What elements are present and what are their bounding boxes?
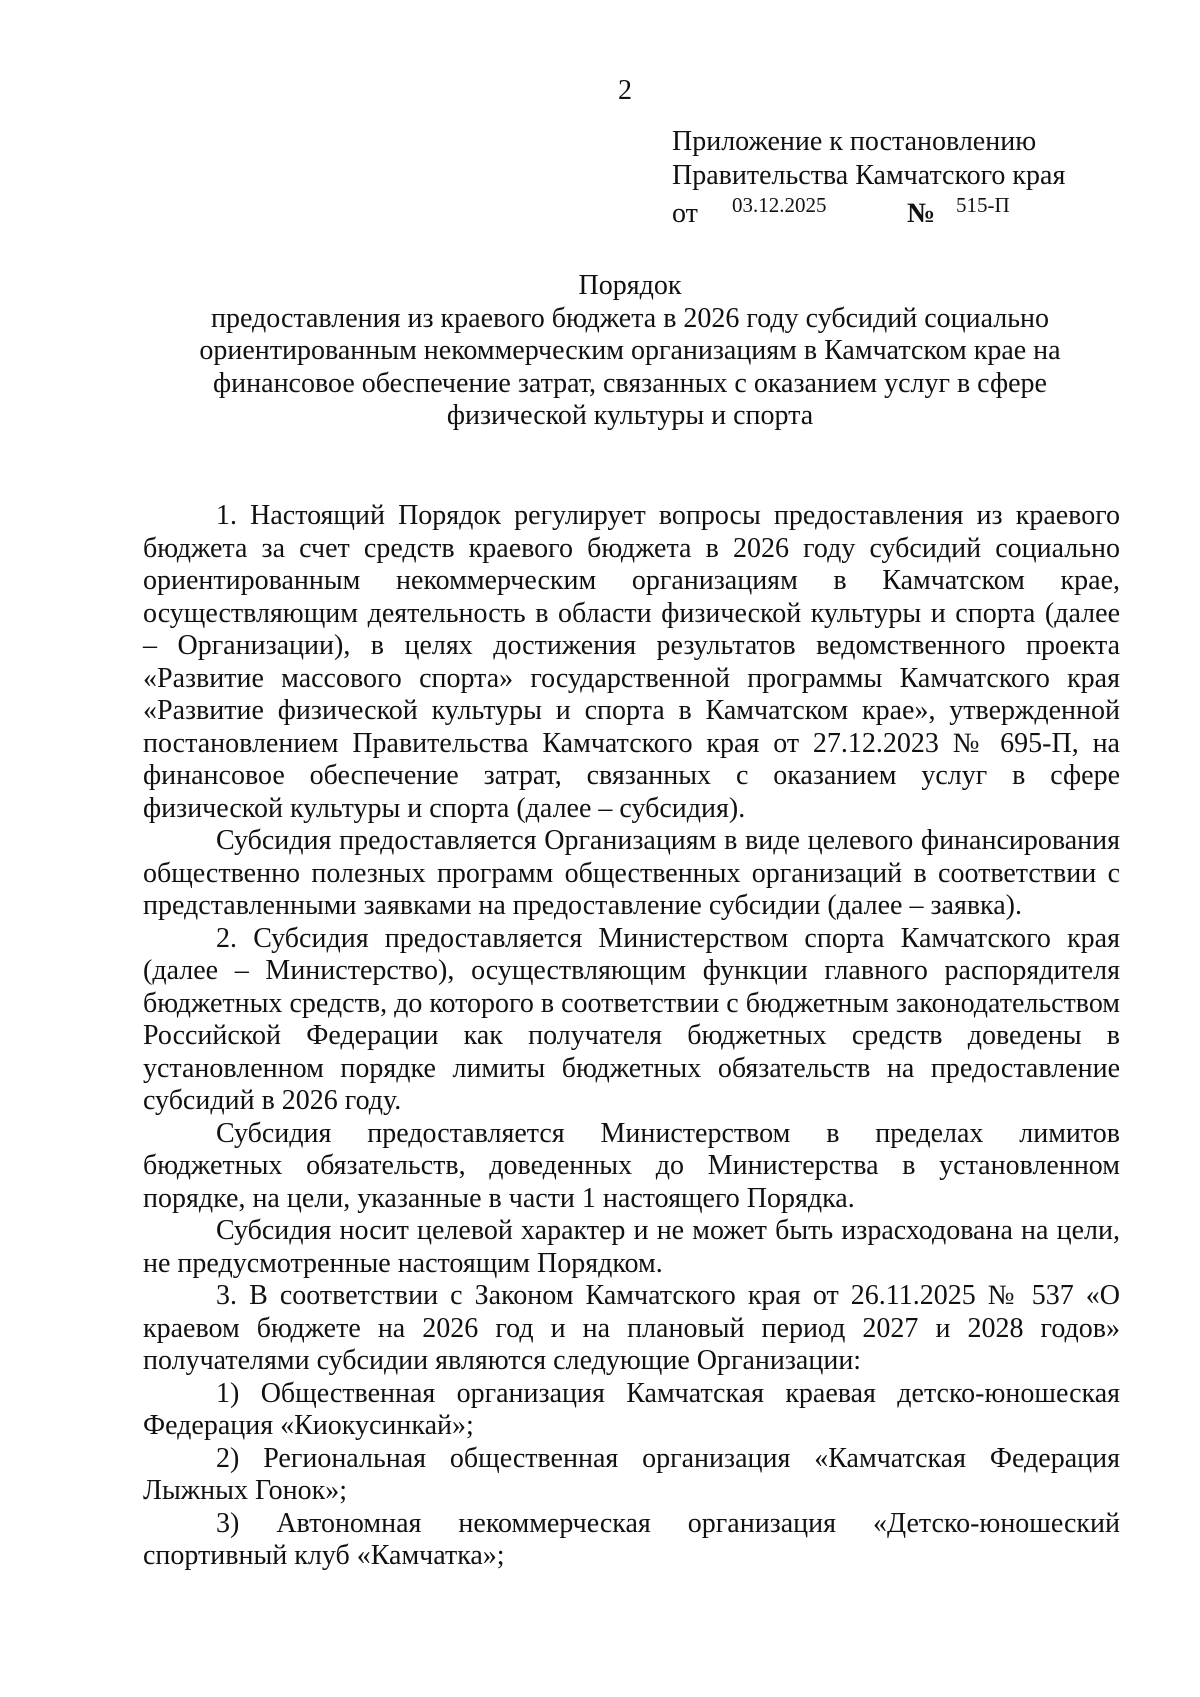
appendix-line-2: Правительства Камчатского края xyxy=(672,160,1066,191)
list-item: 2) Региональная общественная организация «Камчатская Федерация Лыжных Гонок»; xyxy=(143,1442,1120,1506)
appendix-header xyxy=(672,125,1112,227)
document-title xyxy=(150,270,1110,433)
page-number: 2 xyxy=(618,75,632,106)
title-heading: Порядок xyxy=(578,270,682,301)
paragraph: 1. Настоящий Порядок регулирует вопросы предоставления из краевого бюджета за счет средств краевого бюджета в 2026 году субсидий социально ориентированным некоммерческим организациям в Камчатском крае, осуществляющим деятельность в области физической культуры и спорта (далее – Организации), в целях достижения результатов ведомственного проекта «Развитие массового спорта» государственной программы Камчатского края «Развитие физической культуры и спорта в Камчатском крае», утвержденной постановлением Правительства Камчатского края от 27.12.2023 № 695-П, на финансовое обеспечение затрат, связанных с оказанием услуг в сфере физической культуры и спорта (далее – субсидия). xyxy=(143,500,1120,824)
paragraph: Субсидия предоставляется Министерством в пределах лимитов бюджетных обязательств, доведенных до Министерства в установленном порядке, на цели, указанные в части 1 настоящего Порядка. xyxy=(143,1117,1120,1214)
from-label: от xyxy=(672,198,698,229)
paragraph: 3. В соответствии с Законом Камчатского края от 26.11.2025 № 537 «О краевом бюджете на 2026 год и на плановый период 2027 и 2028 годов» получателями субсидии являются следующие Организации: xyxy=(143,1280,1120,1376)
document-body xyxy=(143,500,1120,1573)
paragraph: Субсидия предоставляется Организациям в виде целевого финансирования общественно полезных программ общественных организаций в соответствии с представленными заявками на предоставление субсидии (далее – заявка). xyxy=(143,825,1120,921)
paragraph: Субсидия носит целевой характер и не может быть израсходована на цели, не предусмотренные настоящим Порядком. xyxy=(143,1215,1120,1279)
list-item: 3) Автономная некоммерческая организация «Детско-юношеский спортивный клуб «Камчатка»; xyxy=(143,1507,1120,1571)
title-line-2: ориентированным некоммерческим организациям в Камчатском крае на xyxy=(199,335,1061,366)
appendix-date-row xyxy=(672,193,1112,227)
title-line-3: финансовое обеспечение затрат, связанных с оказанием услуг в сфере xyxy=(213,367,1047,399)
paragraph: 2. Субсидия предоставляется Министерством спорта Камчатского края (далее – Министерство), осуществляющим функции главного распорядителя бюджетных средств, до которого в соответствии с бюджетным законодательством Российской Федерации как получателя бюджетных средств доведены в установленном порядке лимиты бюджетных обязательств на предоставление субсидий в 2026 году. xyxy=(143,922,1120,1116)
resolution-date: 03.12.2025 xyxy=(732,193,827,217)
number-sign: № xyxy=(907,198,936,229)
appendix-line-1: Приложение к постановлению xyxy=(672,126,1037,157)
resolution-number: 515-П xyxy=(956,193,1010,217)
title-line-1: предоставления из краевого бюджета в 2026 году субсидий социально xyxy=(210,302,1050,334)
title-line-4: физической культуры и спорта xyxy=(446,400,814,431)
list-item: 1) Общественная организация Камчатская краевая детско-юношеская Федерация «Киокусинкай»; xyxy=(143,1377,1120,1441)
